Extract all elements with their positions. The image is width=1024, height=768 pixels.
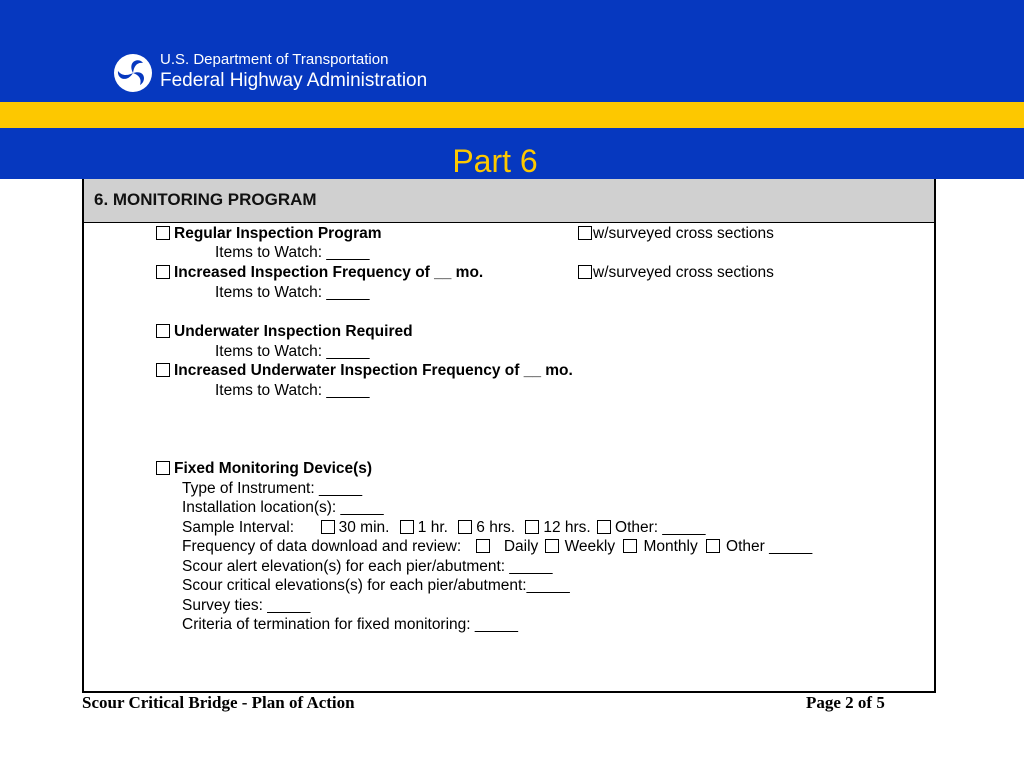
monitoring-form (82, 179, 936, 693)
interval-6hrs-checkbox[interactable] (458, 520, 472, 534)
footer-page-number: Page 2 of 5 (806, 693, 885, 712)
installation-location: Installation location(s): _____ (182, 499, 384, 516)
freq-daily-label: Daily (503, 538, 539, 555)
increased-frequency-checkbox[interactable] (156, 265, 170, 279)
items-to-watch-2: Items to Watch: _____ (215, 284, 370, 301)
freq-other-label: Other _____ (726, 538, 813, 555)
sample-interval-label: Sample Interval: (182, 519, 294, 536)
survey-ties: Survey ties: _____ (182, 597, 311, 614)
interval-1hr-checkbox[interactable] (400, 520, 414, 534)
interval-other-label: Other: _____ (615, 519, 706, 536)
interval-30min-label: 30 min. (338, 519, 390, 536)
fixed-devices-row (156, 460, 372, 478)
freq-weekly-checkbox[interactable] (545, 539, 559, 553)
surveyed-label-2: w/surveyed cross sections (593, 264, 774, 281)
surveyed-checkbox-2[interactable] (578, 265, 592, 279)
regular-inspection-label: Regular Inspection Program (174, 225, 382, 242)
agency-name (160, 52, 427, 90)
interval-30min-checkbox[interactable] (321, 520, 335, 534)
footer-document-title: Scour Critical Bridge - Plan of Action (82, 693, 355, 712)
surveyed-label-1: w/surveyed cross sections (593, 225, 774, 242)
items-to-watch-3: Items to Watch: _____ (215, 343, 370, 360)
freq-weekly-label: Weekly (564, 538, 616, 555)
increased-frequency-label: Increased Inspection Frequency of __ mo. (174, 264, 484, 281)
increased-frequency-row (156, 264, 483, 282)
interval-6hrs-label: 6 hrs. (476, 519, 516, 536)
interval-12hrs-label: 12 hrs. (543, 519, 591, 536)
increased-underwater-row (156, 362, 573, 380)
sample-interval-row (182, 519, 706, 537)
regular-inspection-row (156, 225, 382, 243)
fixed-devices-label: Fixed Monitoring Device(s) (174, 460, 373, 477)
administration-name: Federal Highway Administration (160, 70, 428, 91)
section-title: 6. MONITORING PROGRAM (94, 190, 317, 209)
scour-alert-elevation: Scour alert elevation(s) for each pier/abutment: _____ (182, 558, 553, 575)
freq-monthly-checkbox[interactable] (623, 539, 637, 553)
underwater-required-label: Underwater Inspection Required (174, 323, 413, 340)
surveyed-row-1 (578, 225, 774, 243)
interval-1hr-label: 1 hr. (417, 519, 448, 536)
underwater-required-checkbox[interactable] (156, 324, 170, 338)
freq-monthly-label: Monthly (643, 538, 698, 555)
type-of-instrument: Type of Instrument: _____ (182, 480, 363, 497)
criteria-termination: Criteria of termination for fixed monitoring: _____ (182, 616, 518, 633)
increased-underwater-checkbox[interactable] (156, 363, 170, 377)
slide-title: Part 6 (452, 143, 538, 179)
section-header (84, 179, 934, 223)
usdot-logo-icon (113, 53, 153, 93)
scour-critical-elevation: Scour critical elevations(s) for each pier/abutment:_____ (182, 577, 570, 594)
items-to-watch-4: Items to Watch: _____ (215, 382, 370, 399)
department-name: U.S. Department of Transportation (160, 51, 389, 68)
regular-inspection-checkbox[interactable] (156, 226, 170, 240)
frequency-label: Frequency of data download and review: (182, 538, 462, 555)
frequency-row (182, 538, 812, 556)
items-to-watch-1: Items to Watch: _____ (215, 244, 370, 261)
underwater-required-row (156, 323, 413, 341)
interval-12hrs-checkbox[interactable] (525, 520, 539, 534)
increased-underwater-label: Increased Underwater Inspection Frequency of __ mo. (174, 362, 573, 379)
header-gold-stripe (0, 102, 1024, 128)
freq-daily-checkbox[interactable] (476, 539, 490, 553)
surveyed-checkbox-1[interactable] (578, 226, 592, 240)
fixed-devices-checkbox[interactable] (156, 461, 170, 475)
header-banner (0, 0, 1024, 102)
surveyed-row-2 (578, 264, 774, 282)
interval-other-checkbox[interactable] (597, 520, 611, 534)
freq-other-checkbox[interactable] (706, 539, 720, 553)
